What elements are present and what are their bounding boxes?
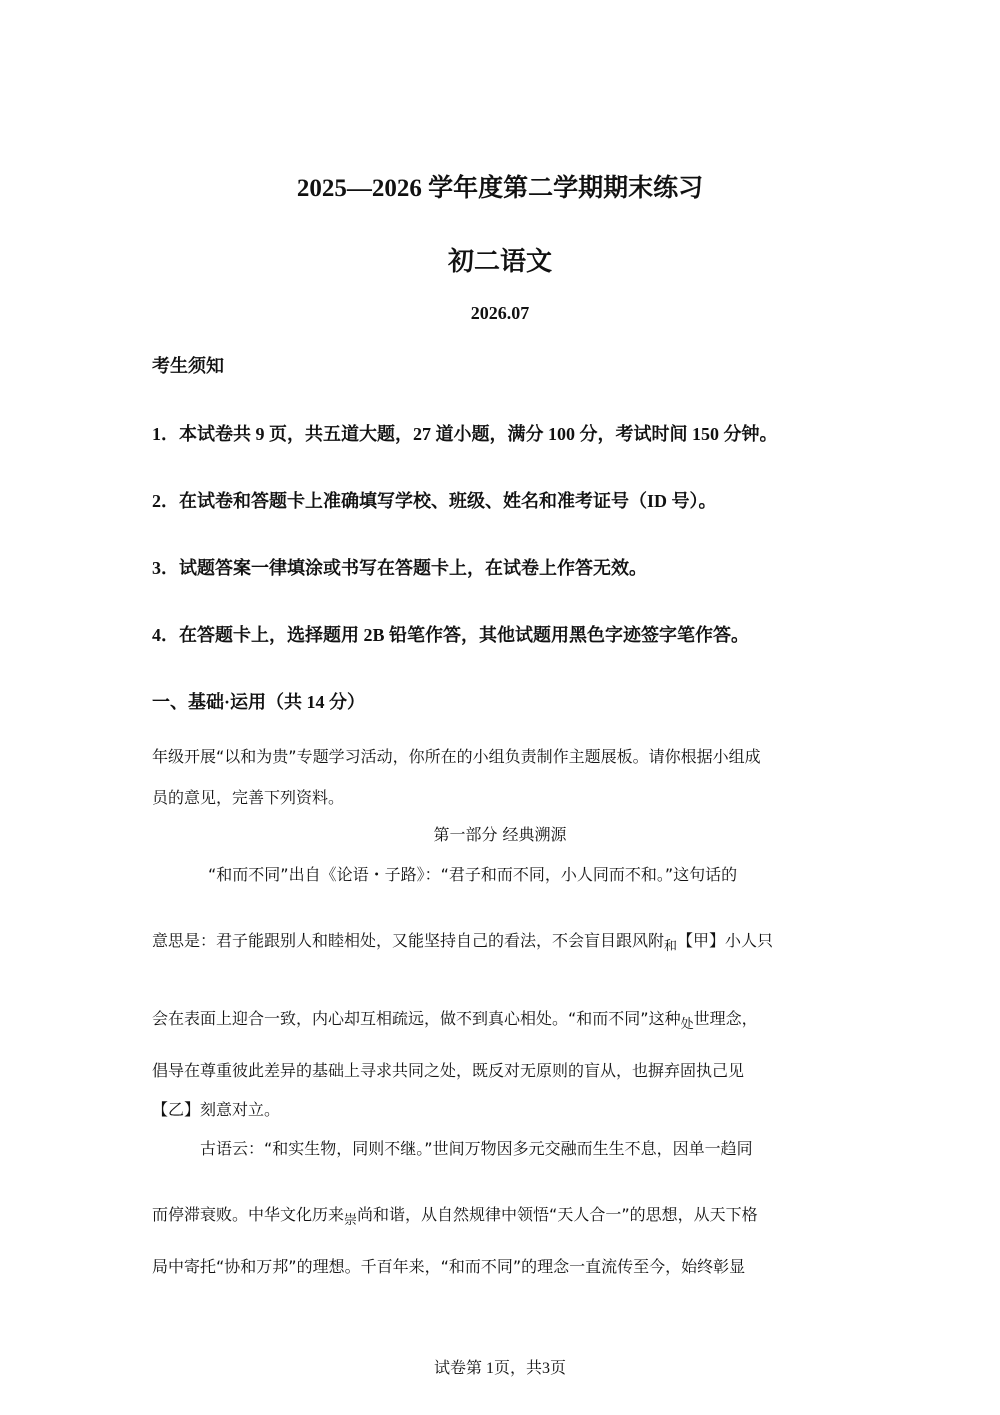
paragraph-1-line-2 xyxy=(152,928,774,954)
paragraph-2-line-2 xyxy=(152,1202,758,1228)
exam-subject: 初二语文 xyxy=(447,247,552,276)
text-run: 而停滞衰败。中华文化历来 xyxy=(152,1205,345,1224)
text-run: 会在表面上迎合一致，内心却互相疏远，做不到真心相处。“和而不同”这种 xyxy=(152,1009,681,1028)
intro-line-2: 员的意见，完善下列资料。 xyxy=(152,788,345,807)
notice-item-4: 4．在答题卡上，选择题用 2B 铅笔作答，其他试题用黑色字迹签字笔作答。 xyxy=(152,625,750,645)
notice-item-3: 3．试题答案一律填涂或书写在答题卡上，在试卷上作答无效。 xyxy=(152,558,647,578)
paragraph-1-line-1: “和而不同”出自《论语・子路》：“君子和而不同，小人同而不和。”这句话的 xyxy=(208,865,738,884)
part-title: 第一部分 经典溯源 xyxy=(433,825,567,844)
annotated-char: 崇 xyxy=(344,1213,358,1228)
notice-item-2: 2．在试卷和答题卡上准确填写学校、班级、姓名和准考证号（ID 号）。 xyxy=(152,491,717,511)
notice-item-1: 1．本试卷共 9 页，共五道大题，27 道小题，满分 100 分，考试时间 150 分钟。 xyxy=(152,424,778,444)
text-run: 意思是：君子能跟别人和睦相处，又能坚持自己的看法，不会盲目跟风附 xyxy=(152,931,665,950)
exam-title: 2025—2026 学年度第二学期期末练习 xyxy=(296,175,704,202)
exam-date: 2026.07 xyxy=(470,303,530,323)
intro-line-1: 年级开展“以和为贵”专题学习活动，你所在的小组负责制作主题展板。请你根据小组成 xyxy=(152,747,761,766)
page-footer: 试卷第 1页，共3页 xyxy=(433,1360,566,1377)
notice-heading: 考生须知 xyxy=(152,356,224,376)
blank-marker-jia: 【甲】小人只 xyxy=(677,931,774,950)
paragraph-1-line-3 xyxy=(152,1006,758,1032)
section-heading: 一、基础·运用（共 14 分） xyxy=(152,692,366,712)
annotated-char: 处 xyxy=(680,1017,694,1032)
paragraph-2-line-1: 古语云：“和实生物，同则不继。”世间万物因多元交融而生生不息，因单一趋同 xyxy=(200,1139,753,1158)
paragraph-2-line-3: 局中寄托“协和万邦”的理想。千百年来，“和而不同”的理念一直流传至今，始终彰显 xyxy=(152,1257,746,1276)
text-run: 世理念， xyxy=(693,1009,758,1028)
paragraph-1-line-4: 倡导在尊重彼此差异的基础上寻求共同之处，既反对无原则的盲从，也摒弃固执己见 xyxy=(152,1061,745,1080)
annotated-char: 和 xyxy=(664,939,678,954)
text-run: 尚和谐，从自然规律中领悟“天人合一”的思想，从天下格 xyxy=(357,1205,758,1224)
paragraph-1-line-5: 【乙】刻意对立。 xyxy=(152,1100,281,1119)
